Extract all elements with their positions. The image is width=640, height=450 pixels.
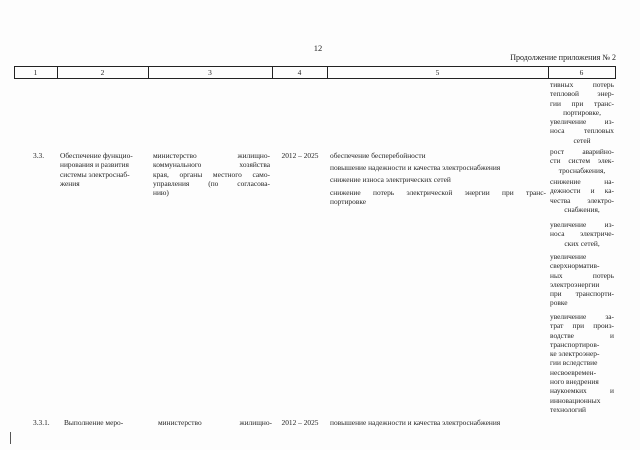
text-line: портировке [330, 197, 367, 207]
text-line: ных потерь [550, 270, 614, 280]
text-line: увеличение [550, 252, 587, 261]
text-line: носа электриче- [550, 229, 614, 239]
text-line: ке электроэнер- [550, 349, 600, 359]
text-line: Обеспечение функцио- [60, 151, 133, 160]
text-line: троснабжения, [558, 165, 606, 175]
column-divider [615, 66, 616, 79]
table-header-top-border [14, 66, 616, 67]
row-3-3-result-3: снижение износа электрических сетей [330, 175, 451, 184]
row-3-3-1-result: повышение надежности и качества электроснабжения [330, 418, 501, 427]
row-3-3-consequence-2 [550, 177, 614, 214]
text-line: управления (по согласова- [153, 178, 270, 188]
row-3-3-executor [153, 151, 270, 197]
text-line: увеличение из- [550, 117, 614, 127]
header-col-6: 6 [579, 68, 584, 77]
row-3-3-consequence-4 [550, 252, 614, 308]
row-3-3-1-period: 2012 – 2025 [281, 418, 319, 427]
row-3-3-result-2: повышение надежности и качества электроснабжения [330, 163, 501, 172]
text-line: снижение потерь электрической энергии при транс- [330, 188, 546, 197]
row-3-3-1-name: Выполнение меро- [64, 418, 124, 427]
row-3-3-number: 3.3. [33, 151, 45, 160]
text-line: края, органы местного само- [153, 169, 270, 179]
row-3-3-result-4 [330, 188, 546, 207]
page-number: 12 [313, 43, 323, 53]
row-3-3-1-number: 3.3.1. [33, 418, 50, 427]
text-line: инновационных [550, 395, 601, 405]
text-line: снабжения, [564, 204, 600, 214]
text-line: снижение на- [550, 177, 614, 186]
text-line: гии при транс- [550, 98, 614, 108]
row-3-3-name [60, 151, 148, 188]
text-line: носа тепловых [550, 126, 614, 136]
previous-row-consequences [550, 80, 614, 145]
text-line: министерство жилищно- [153, 151, 270, 160]
text-line: нию) [153, 188, 169, 198]
text-line: сетей [573, 135, 591, 145]
text-line: тепловой энер- [550, 89, 614, 99]
header-col-5: 5 [435, 68, 440, 77]
text-line: чества электро- [550, 195, 614, 205]
row-3-3-consequence-3 [550, 220, 614, 248]
header-col-1: 1 [33, 68, 38, 77]
header-col-4: 4 [297, 68, 302, 77]
text-line: водстве и [550, 330, 614, 340]
text-line: портировке, [563, 107, 601, 117]
text-line: увеличение за- [550, 312, 614, 321]
text-line: гии вследствие [550, 358, 598, 368]
text-line: при транспорти- [550, 289, 614, 299]
row-3-3-consequence-1 [550, 147, 614, 175]
text-line: несвоевремен- [550, 367, 597, 377]
table-header-bottom-border [14, 78, 616, 79]
text-line: системы электроснаб- [60, 169, 130, 179]
scan-edge-mark [10, 432, 11, 444]
text-line: технологий [550, 404, 586, 414]
text-line: наукоемких и [550, 386, 614, 396]
text-line: дежности и ка- [550, 186, 614, 196]
text-line: трат при произ- [550, 321, 614, 331]
text-line: сти систем элек- [550, 156, 614, 166]
text-line: транспортиров- [550, 339, 600, 349]
row-3-3-period: 2012 – 2025 [281, 151, 319, 160]
text-line: ских сетей, [564, 238, 600, 248]
text-line: электроэнергии [550, 279, 600, 289]
text-line: коммунального хозяйства [153, 160, 270, 170]
text-line: сверхнорматив- [550, 261, 600, 271]
text-line: жения [60, 178, 80, 188]
text-line: тивных потерь [550, 80, 614, 89]
row-3-3-consequence-5 [550, 312, 614, 414]
text-line: нирования и развития [60, 160, 129, 170]
text-line: ного внедрения [550, 377, 599, 387]
text-line: увеличение из- [550, 220, 614, 229]
header-col-2: 2 [100, 68, 105, 77]
text-line: ровке [550, 298, 568, 308]
row-3-3-result-1: обеспечение бесперебойности [330, 151, 426, 160]
row-3-3-1-executor: министерство жилищно- [158, 418, 272, 427]
header-col-3: 3 [208, 68, 212, 77]
text-line: рост аварийно- [550, 147, 614, 156]
continuation-title: Продолжение приложения № 2 [510, 53, 616, 62]
